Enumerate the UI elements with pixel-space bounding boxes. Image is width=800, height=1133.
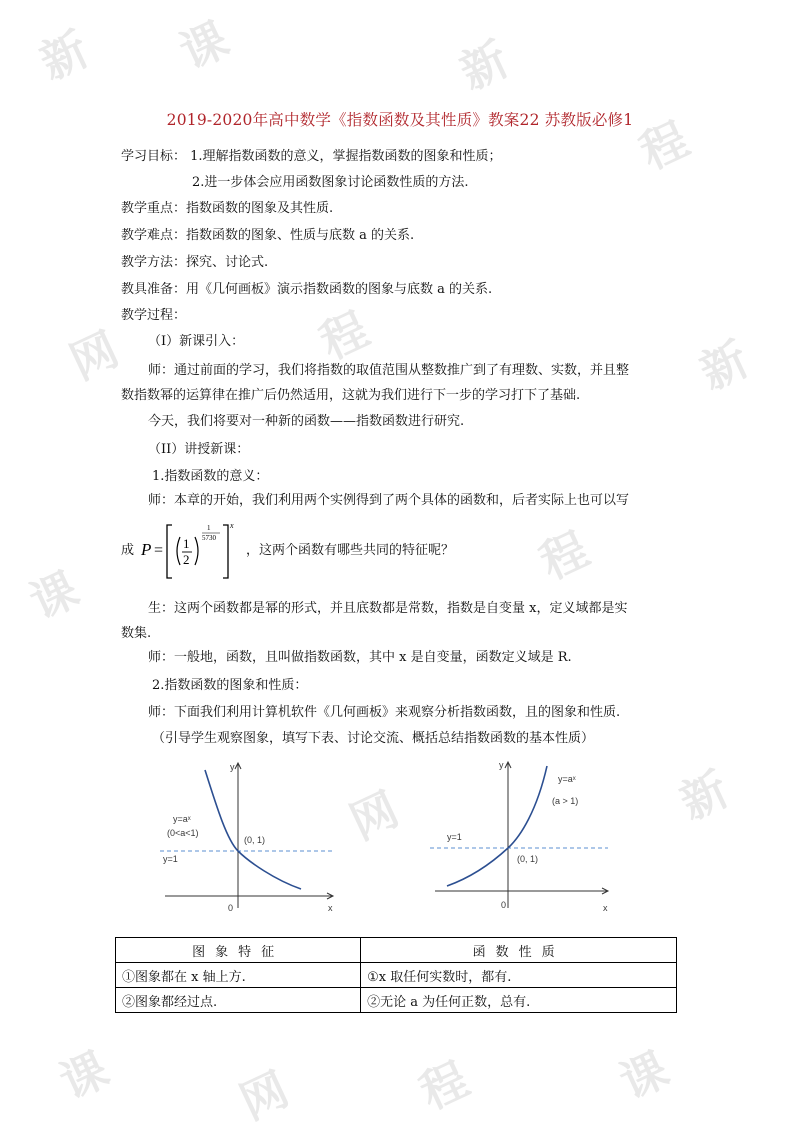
text-line: 师：通过前面的学习，我们将指数的取值范围从整数推广到了有理数、实数，并且整 <box>148 363 630 378</box>
text-line: 2.指数函数的图象和性质： <box>152 678 308 693</box>
text-line: 教学方法：探究、讨论式. <box>121 255 269 270</box>
point-label: (0, 1) <box>244 835 266 845</box>
text-line: （I）新课引入： <box>148 334 245 349</box>
left-paren <box>177 537 180 565</box>
table-cell: ②图象都经过点. <box>116 988 361 1013</box>
watermark-char: 新 <box>692 331 757 400</box>
right-paren <box>195 537 198 565</box>
text-line: 师：一般地，函数，且叫做指数函数，其中 x 是自变量，函数定义域是 R. <box>148 650 572 665</box>
text-line: ，这两个函数有哪些共同的特征呢？ <box>246 543 455 558</box>
text-line: 教具准备：用《几何画板》演示指数函数的图象与底数 a 的关系. <box>121 282 493 297</box>
text-line: 数指数幂的运算律在推广后仍然适用，这就为我们进行下一步的学习打下了基础. <box>121 388 581 403</box>
x-axis-label: x <box>328 903 333 913</box>
table-header-cell: 图象特征 <box>116 938 361 963</box>
watermark-char: 课 <box>22 561 87 630</box>
x-axis-label: x <box>603 903 608 913</box>
increasing-curve <box>447 766 547 886</box>
text-line: 成 <box>121 543 135 558</box>
watermark-char: 新 <box>452 31 517 100</box>
formula-den: 2 <box>183 552 190 567</box>
watermark-char: 程 <box>532 521 597 590</box>
watermark-char: 程 <box>412 1051 477 1120</box>
properties-table <box>115 937 677 1013</box>
condition-label: (0<a<1) <box>167 828 199 838</box>
text-line: 师：本章的开始，我们利用两个实例得到了两个具体的函数和，后者实际上也可以写 <box>148 493 630 508</box>
table-row <box>116 988 677 1013</box>
exp-den: 5730 <box>202 534 216 542</box>
watermark-char: 程 <box>312 301 377 370</box>
watermark-char: 程 <box>632 111 697 180</box>
point-label: (0, 1) <box>517 854 539 864</box>
y-axis-label: y <box>230 762 235 772</box>
text-line: （引导学生观察图象，填写下表、讨论交流、概括总结指数函数的基本性质） <box>152 731 595 746</box>
table-header-row <box>116 938 677 963</box>
graph-increasing <box>425 758 620 918</box>
watermark-char: 网 <box>232 1061 297 1130</box>
watermark-char: 新 <box>672 761 737 830</box>
table-row <box>116 963 677 988</box>
dashed-label: y=1 <box>163 854 178 864</box>
graph-decreasing <box>155 758 345 918</box>
decay-formula <box>140 521 240 581</box>
text-line: 生：这两个函数都是幂的形式，并且底数都是常数，指数是自变量 x，定义域都是实 <box>148 601 628 616</box>
exp-num: 1 <box>207 524 211 532</box>
dashed-label: y=1 <box>447 832 462 842</box>
text-line: 师：下面我们利用计算机软件《几何画板》来观察分析指数函数，且的图象和性质. <box>148 705 621 720</box>
decreasing-curve <box>205 770 301 889</box>
text-line: （II）讲授新课： <box>148 442 250 457</box>
formula-p: P <box>141 540 152 559</box>
formula-equals: = <box>154 542 164 559</box>
table-cell: ②无论 a 为任何正数，总有. <box>361 988 677 1013</box>
origin-label: 0 <box>501 900 507 910</box>
text-line: 教学重点：指数函数的图象及其性质. <box>121 201 334 216</box>
outer-exp: x <box>230 521 234 530</box>
text-line: 数集. <box>121 626 152 641</box>
text-line: 教学难点：指数函数的图象、性质与底数 a 的关系. <box>121 228 415 243</box>
table-header-cell: 函数性质 <box>361 938 677 963</box>
condition-label: (a > 1) <box>552 796 579 806</box>
text-line: 教学过程： <box>121 308 187 323</box>
right-bracket <box>223 525 228 578</box>
table-cell: ①x 取任何实数时，都有. <box>361 963 677 988</box>
document-title: 2019-2020年高中数学《指数函数及其性质》教案22 苏教版必修1 <box>166 111 634 129</box>
watermark-char: 新 <box>32 21 97 90</box>
formula-num: 1 <box>183 536 190 551</box>
table-cell: ①图象都在 x 轴上方. <box>116 963 361 988</box>
text-line: 1.指数函数的意义： <box>152 469 269 484</box>
curve-label: y=aˣ <box>558 774 576 784</box>
watermark-char: 网 <box>342 781 407 850</box>
watermark-char: 课 <box>52 1041 117 1110</box>
left-bracket <box>167 525 172 578</box>
curve-label: y=aˣ <box>173 814 191 824</box>
text-line: 2.进一步体会应用函数图象讨论函数性质的方法. <box>192 175 469 190</box>
watermark-char: 课 <box>172 11 237 80</box>
watermark-char: 课 <box>612 1041 677 1110</box>
text-line: 今天，我们将要对一种新的函数——指数函数进行研究. <box>148 414 465 429</box>
text-line: 学习目标： 1.理解指数函数的意义，掌握指数函数的图象和性质； <box>121 149 502 164</box>
watermark-char: 网 <box>62 321 127 390</box>
origin-label: 0 <box>228 903 234 913</box>
y-axis-label: y <box>499 760 504 770</box>
